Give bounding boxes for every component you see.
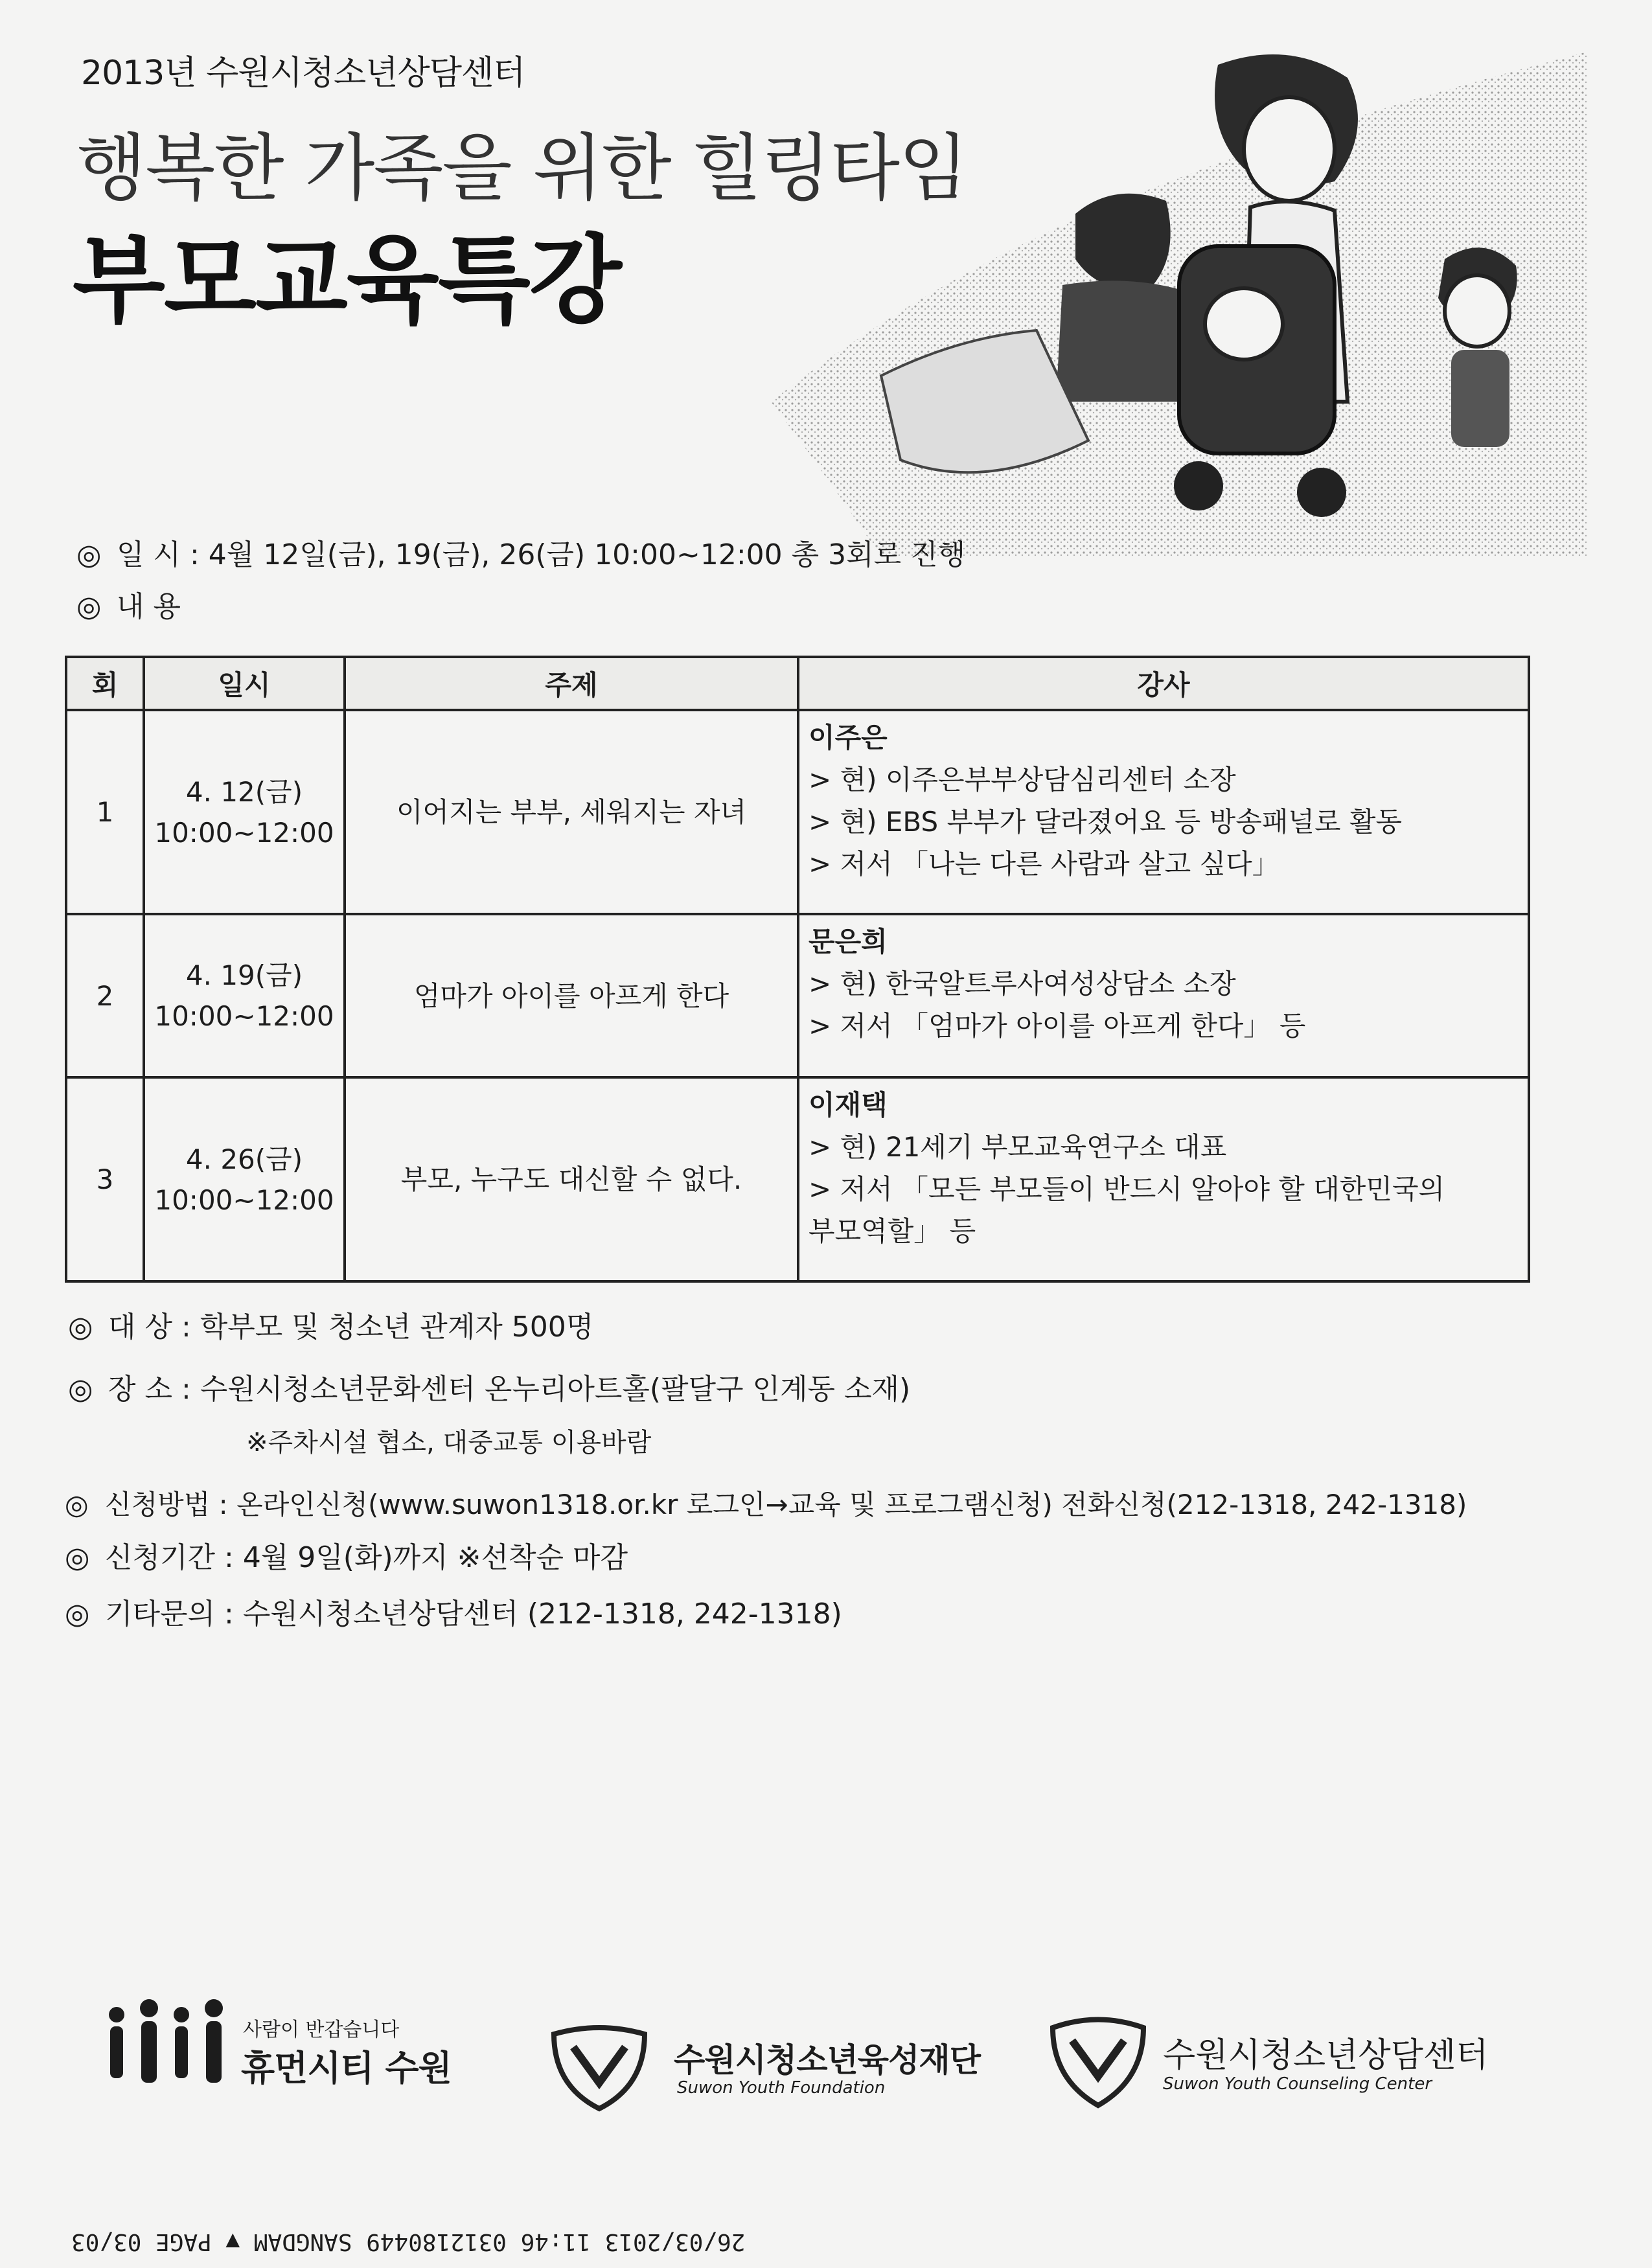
- info-inquiry: ◎ 기타문의 : 수원시청소년상담센터 (212-1318, 242-1318): [65, 1598, 842, 1631]
- title-line-1: 행복한 가족을 위한 힐링타임: [76, 126, 968, 211]
- table-row: [66, 1077, 1529, 1281]
- info-application-period: ◎ 신청기간 : 4월 9일(화)까지 ※선착순 마감: [65, 1541, 628, 1574]
- info-application-method: ◎ 신청방법 : 온라인신청(www.suwon1318.or.kr 로그인→교육 및 프로그램신청) 전화신청(212-1318, 242-1318): [65, 1489, 1467, 1520]
- human-city-logo-icon: [97, 1995, 233, 2092]
- fax-header-line: 26/03/2013 11:46 0312180449 SANGDAM ▼ PAGE 03/03: [71, 2228, 746, 2255]
- bullet-marker: ◎: [68, 1373, 93, 1406]
- info-venue: ◎ 장 소 : 수원시청소년문화센터 온누리아트홀(팔달구 인계동 소재): [68, 1373, 911, 1406]
- session-datetime: 4. 12(금) 10:00~12:00: [144, 710, 345, 914]
- logo1-name: 휴먼시티 수원: [241, 2048, 452, 2089]
- header-subtitle: 2013년 수원시청소년상담센터: [81, 54, 525, 93]
- lecturer-name: 이주은: [809, 722, 888, 753]
- table-row: [66, 914, 1529, 1077]
- header-session: 회: [66, 657, 144, 710]
- bullet-marker: ◎: [76, 590, 102, 623]
- session-number: 3: [66, 1077, 144, 1281]
- logo3-name: 수원시청소년상담센터: [1163, 2036, 1489, 2075]
- lecturer-name: 이재택: [809, 1089, 888, 1121]
- page-title: 부모교육특강: [73, 225, 621, 336]
- info-contents: ◎ 내 용: [76, 590, 181, 623]
- info-target: ◎ 대 상 : 학부모 및 청소년 관계자 500명: [68, 1311, 594, 1344]
- lecturer-name: 문은희: [809, 926, 888, 957]
- parking-note: ※주차시설 협소, 대중교통 이용바람: [246, 1428, 652, 1458]
- table-header-row: [66, 657, 1529, 710]
- counseling-center-emblem-icon: [1046, 2011, 1150, 2109]
- family-illustration: [751, 39, 1587, 557]
- bullet-marker: ◎: [65, 1598, 90, 1631]
- lecturer-cell: 문은희 > 현) 한국알트루사여성상담소 소장 > 저서 「엄마가 아이를 아프게 한다」 등: [798, 914, 1529, 1077]
- session-topic: 엄마가 아이를 아프게 한다: [345, 914, 798, 1077]
- bullet-marker: ◎: [68, 1311, 93, 1344]
- logo1-tagline: 사람이 반갑습니다: [243, 2019, 400, 2041]
- session-number: 1: [66, 710, 144, 914]
- session-datetime: 4. 26(금) 10:00~12:00: [144, 1077, 345, 1281]
- header-datetime: 일시: [144, 657, 345, 710]
- session-topic: 부모, 누구도 대신할 수 없다.: [345, 1077, 798, 1281]
- youth-foundation-emblem-icon: [547, 2021, 651, 2112]
- bullet-marker: ◎: [76, 538, 102, 571]
- logo3-subtitle: Suwon Youth Counseling Center: [1163, 2074, 1432, 2094]
- logo2-name: 수원시청소년육성재단: [674, 2041, 980, 2079]
- bullet-marker: ◎: [65, 1489, 89, 1520]
- bullet-marker: ◎: [65, 1541, 90, 1574]
- logo2-subtitle: Suwon Youth Foundation: [677, 2078, 886, 2098]
- session-datetime: 4. 19(금) 10:00~12:00: [144, 914, 345, 1077]
- lecturer-cell: 이재택 > 현) 21세기 부모교육연구소 대표 > 저서 「모든 부모들이 반드시 알아야 할 대한민국의 부모역할」 등: [798, 1077, 1529, 1281]
- session-number: 2: [66, 914, 144, 1077]
- header-lecturer: 강사: [798, 657, 1529, 710]
- table-row: [66, 710, 1529, 914]
- session-topic: 이어지는 부부, 세워지는 자녀: [345, 710, 798, 914]
- header-topic: 주제: [345, 657, 798, 710]
- schedule-table: [65, 656, 1530, 1283]
- lecturer-cell: 이주은 > 현) 이주은부부상담심리센터 소장 > 현) EBS 부부가 달라졌어요 등 방송패널로 활동 > 저서 「나는 다른 사람과 살고 싶다」: [798, 710, 1529, 914]
- info-schedule: ◎ 일 시 : 4월 12일(금), 19(금), 26(금) 10:00~12:00 총 3회로 진행: [76, 538, 966, 571]
